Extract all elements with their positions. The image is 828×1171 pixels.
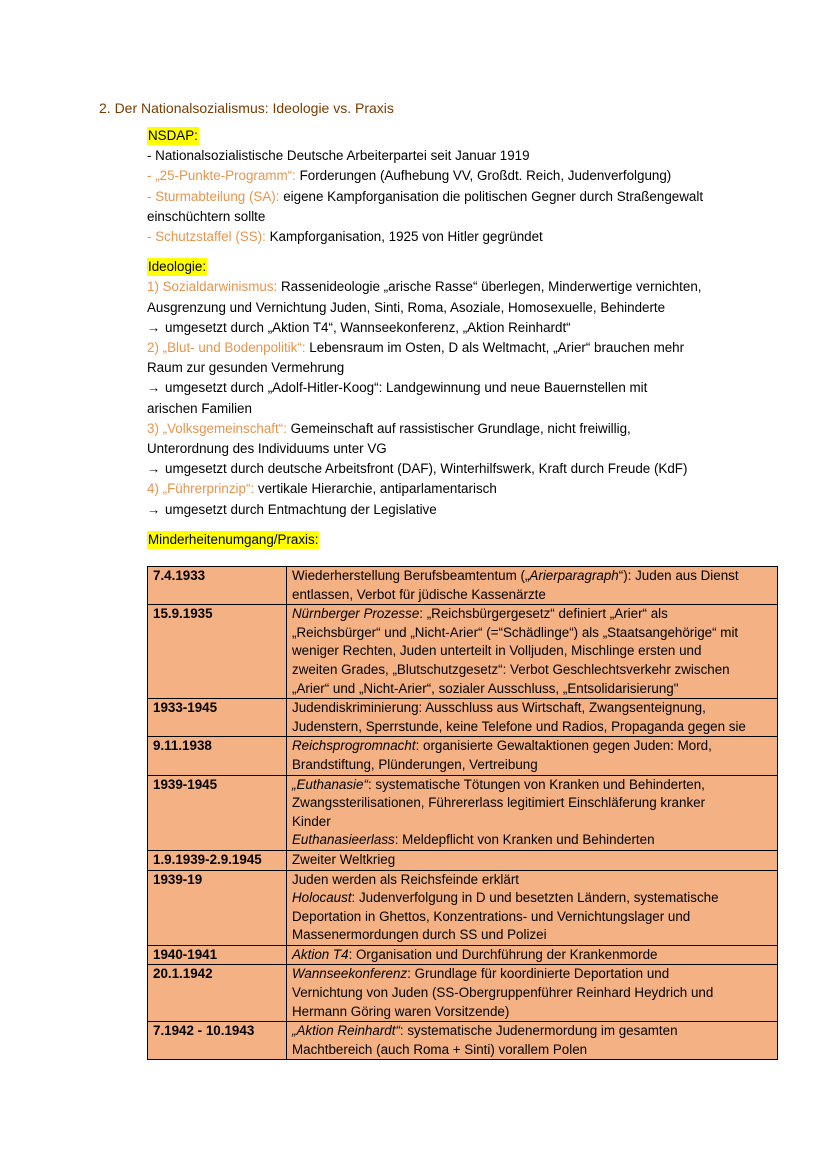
page-heading: 2. Der Nationalsozialismus: Ideologie vs. Praxis — [99, 100, 394, 116]
nsdap-line-3-cont: einschüchtern sollte — [147, 208, 266, 224]
row-line — [292, 737, 772, 756]
term-ss: Schutzstaffel (SS): — [155, 229, 266, 245]
row-description — [287, 775, 778, 850]
table-row — [148, 965, 778, 1022]
row-line — [292, 718, 772, 737]
term-fuehrerprinzip: 4) „Führerprinzip“: — [147, 481, 255, 497]
ideologie-p2-arrow: → umgesetzt durch „Adolf-Hitler-Koog“: Landgewinnung und neue Bauernstellen mit — [147, 378, 787, 398]
row-text: Zwangssterilisationen, Führererlass legitimiert Einschläferung kranker — [292, 795, 706, 811]
ideologie-p1-arrow: → umgesetzt durch „Aktion T4“, Wannseekonferenz, „Aktion Reinhardt“ — [147, 318, 787, 338]
ideologie-p4: 4) „Führerprinzip“: vertikale Hierarchie, antiparlamentarisch — [147, 481, 497, 497]
row-line — [292, 889, 772, 908]
italic-term: „Aktion Reinhardt“ — [292, 1023, 400, 1039]
row-date: 1940-1941 — [148, 945, 287, 965]
row-line — [292, 756, 772, 775]
ideologie-p1-cont: Ausgrenzung und Vernichtung Juden, Sinti, Roma, Asoziale, Homosexuelle, Behinderte — [147, 299, 666, 315]
row-line — [292, 605, 772, 624]
row-text: : „Reichsbürgergesetz“ definiert „Arier“ als — [419, 606, 668, 622]
table-row — [148, 567, 778, 605]
row-text: : systematische Judenermordung im gesamten — [399, 1023, 678, 1039]
row-text: Kinder — [292, 813, 331, 829]
table-row — [148, 870, 778, 945]
row-description — [287, 1022, 778, 1060]
row-text: entlassen, Verbot für jüdische Kassenärzte — [292, 586, 546, 602]
ideologie-p1: 1) Sozialdarwinismus: Rassenideologie „arische Rasse“ überlegen, Minderwertige vernichten, — [147, 279, 702, 295]
row-text: : Meldepflicht von Kranken und Behinderten — [394, 832, 655, 848]
row-line — [292, 908, 772, 927]
row-line — [292, 984, 772, 1003]
ideologie-label: Ideologie: — [148, 259, 207, 275]
row-line — [292, 699, 772, 718]
table-row — [148, 850, 778, 870]
arrow-icon: → — [147, 380, 161, 396]
row-description — [287, 965, 778, 1022]
row-line — [292, 567, 772, 586]
term-sozialdarwinismus: 1) Sozialdarwinismus: — [147, 279, 278, 295]
row-text: : organisierte Gewaltaktionen gegen Juden: Mord, — [415, 738, 712, 754]
term-volksgemeinschaft: 3) „Volksgemeinschaft“: — [147, 420, 287, 436]
row-line — [292, 946, 772, 965]
row-line — [292, 624, 772, 643]
row-text: zweiten Grades, „Blutschutzgesetz“: Verbot Geschlechtsverkehr zwischen — [292, 661, 730, 677]
ideologie-p3-arrow: → umgesetzt durch deutsche Arbeitsfront (DAF), Winterhilfswerk, Kraft durch Freude (KdF) — [147, 459, 787, 479]
row-text: Brandstiftung, Plünderungen, Vertreibung — [292, 756, 538, 772]
row-text: Zweiter Weltkrieg — [292, 851, 396, 867]
row-line — [292, 586, 772, 605]
row-date: 1939-1945 — [148, 775, 287, 850]
nsdap-line-4: - Schutzstaffel (SS): Kampforganisation, 1925 von Hitler gegründet — [147, 229, 543, 245]
row-text: „Arier“ und „Nicht-Arier“, sozialer Ausschluss, „Entsolidarisierung" — [292, 680, 679, 696]
row-line — [292, 776, 772, 795]
row-text: Judendiskriminierung: Ausschluss aus Wirtschaft, Zwangsenteignung, — [292, 700, 706, 716]
row-line — [292, 794, 772, 813]
nsdap-line-1: - Nationalsozialistische Deutsche Arbeiterpartei seit Januar 1919 — [147, 148, 530, 164]
row-line — [292, 926, 772, 945]
italic-term: Reichsprogromnacht — [292, 738, 416, 754]
row-text: “): Juden aus Dienst — [618, 568, 739, 583]
row-date: 9.11.1938 — [148, 737, 287, 775]
row-text: Wiederherstellung Berufsbeamtentum („ — [292, 568, 530, 583]
row-line — [292, 965, 772, 984]
nsdap-line-3: - Sturmabteilung (SA): eigene Kampforganisation die politischen Gegner durch Straßengewalt — [147, 188, 704, 204]
row-line — [292, 851, 772, 870]
nsdap-label: NSDAP: — [148, 128, 198, 143]
row-line — [292, 1022, 772, 1041]
italic-term: Euthanasieerlass — [292, 832, 395, 848]
table-row — [148, 737, 778, 775]
row-text: Massenermordungen durch SS und Polizei — [292, 927, 547, 943]
italic-term: „Euthanasie“ — [292, 776, 368, 792]
italic-term: Arierparagraph — [529, 568, 619, 583]
ideologie-p3: 3) „Volksgemeinschaft“: Gemeinschaft auf rassistischer Grundlage, nicht freiwillig, — [147, 420, 631, 436]
praxis-label: Minderheitenumgang/Praxis: — [148, 531, 319, 547]
row-line — [292, 642, 772, 661]
arrow-icon: → — [147, 501, 161, 517]
row-text: : Organisation und Durchführung der Krankenmorde — [348, 946, 658, 962]
term-sa: Sturmabteilung (SA): — [155, 188, 280, 204]
row-date: 1.9.1939-2.9.1945 — [148, 850, 287, 870]
row-text: Hermann Göring waren Vorsitzende) — [292, 1003, 510, 1019]
table-row — [148, 699, 778, 737]
row-line — [292, 1041, 772, 1060]
ideologie-p2: 2) „Blut- und Bodenpolitik“: Lebensraum im Osten, D als Weltmacht, „Arier“ brauchen mehr — [147, 340, 685, 356]
row-line — [292, 871, 772, 890]
table-row — [148, 945, 778, 965]
row-text: Deportation in Ghettos, Konzentrations- und Vernichtungslager und — [292, 908, 691, 924]
row-line — [292, 680, 772, 699]
row-date: 7.1942 - 10.1943 — [148, 1022, 287, 1060]
table-row — [148, 775, 778, 850]
ideologie-p2-cont: Raum zur gesunden Vermehrung — [147, 360, 345, 376]
term-blut-boden: 2) „Blut- und Bodenpolitik“: — [147, 340, 306, 356]
row-text: Judenstern, Sperrstunde, keine Telefone und Radios, Propaganda gegen sie — [292, 718, 746, 734]
row-text: Vernichtung von Juden (SS-Obergruppenführer Reinhard Heydrich und — [292, 985, 714, 1001]
timeline-table — [147, 566, 778, 1060]
ideologie-p4-arrow: → umgesetzt durch Entmachtung der Legislative — [147, 500, 787, 520]
row-date: 7.4.1933 — [148, 567, 287, 605]
row-date: 1933-1945 — [148, 699, 287, 737]
row-description — [287, 850, 778, 870]
italic-term: Wannseekonferenz — [292, 966, 408, 982]
row-date: 15.9.1935 — [148, 605, 287, 699]
ideologie-p3-cont: Unterordnung des Individuums unter VG — [147, 441, 387, 457]
ideologie-p2-arrow-cont: arischen Familien — [147, 400, 252, 416]
row-description — [287, 870, 778, 945]
term-25-punkte: „25-Punkte-Programm“: — [155, 168, 296, 184]
italic-term: Holocaust — [292, 890, 352, 906]
italic-term: Aktion T4 — [292, 946, 349, 962]
arrow-icon: → — [147, 319, 161, 335]
row-text: : systematische Tötungen von Kranken und Behinderten, — [367, 776, 705, 792]
row-text: : Judenverfolgung in D und besetzten Ländern, systematische — [351, 890, 719, 906]
row-line — [292, 1003, 772, 1022]
nsdap-line-2: - „25-Punkte-Programm“: Forderungen (Aufhebung VV, Großdt. Reich, Judenverfolgung) — [147, 168, 672, 184]
row-text: weniger Rechten, Juden unterteilt in Volljuden, Mischlinge ersten und — [292, 643, 702, 659]
row-date: 1939-19 — [148, 870, 287, 945]
row-description — [287, 605, 778, 699]
arrow-icon: → — [147, 461, 161, 477]
row-line — [292, 661, 772, 680]
row-date: 20.1.1942 — [148, 965, 287, 1022]
row-line — [292, 813, 772, 832]
row-text: Machtbereich (auch Roma + Sinti) vorallem Polen — [292, 1041, 588, 1057]
row-description — [287, 737, 778, 775]
row-text: Juden werden als Reichsfeinde erklärt — [292, 871, 520, 887]
content-body — [147, 126, 787, 550]
italic-term: Nürnberger Prozesse — [292, 606, 420, 622]
row-description — [287, 567, 778, 605]
row-text: „Reichsbürger“ und „Nicht-Arier“ (=“Schädlinge“) als „Staatsangehörige“ mit — [292, 624, 739, 640]
row-line — [292, 831, 772, 850]
table-row — [148, 1022, 778, 1060]
table-row — [148, 605, 778, 699]
row-text: : Grundlage für koordinierte Deportation und — [407, 966, 670, 982]
row-description — [287, 945, 778, 965]
row-description — [287, 699, 778, 737]
